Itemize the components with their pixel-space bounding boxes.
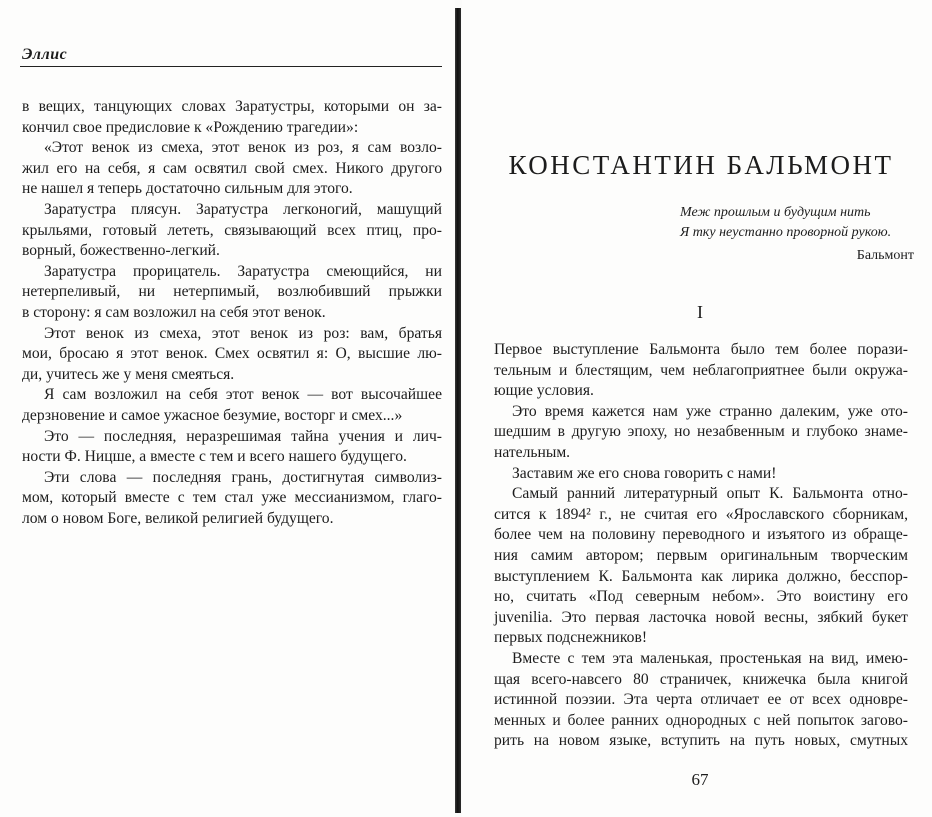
text-line: «Этот венок из смеха, этот венок из роз, я сам возло- bbox=[44, 139, 442, 157]
text-line: Я сам возложил на себя этот венок — вот высочайшее bbox=[44, 386, 442, 404]
text-line: juvenilia. Это первая ласточка новой весны, зябкий букет bbox=[494, 608, 908, 626]
text-line: Этот венок из смеха, этот венок из роз: вам, братья bbox=[44, 324, 442, 342]
text-line: Первое выступление Бальмонта было тем более порази- bbox=[494, 341, 908, 358]
text-line: ющие условия. bbox=[494, 382, 594, 400]
text-line: Это — последняя, неразрешимая тайна учения и лич- bbox=[44, 427, 442, 445]
epigraph-line-2: Я тку неустанно проворной рукою. bbox=[680, 225, 892, 240]
epigraph-author: Бальмонт bbox=[856, 248, 914, 263]
section-number: I bbox=[697, 302, 703, 322]
text-line: Заратустра прорицатель. Заратустра смеющийся, ни bbox=[44, 262, 442, 280]
text-line: жил его на себя, я сам освятил свой смех. Никого другого bbox=[22, 159, 442, 177]
text-line: ворный, божественно-легкий. bbox=[22, 242, 220, 260]
text-line: Заставим же его снова говорить с нами! bbox=[512, 464, 777, 482]
text-line: Эти слова — последняя грань, достигнутая символиз- bbox=[44, 468, 442, 486]
text-line: сится к 1894² г., не считая его «Ярославского сборникам, bbox=[494, 505, 908, 523]
text-line: менных и более ранних однородных с ней попыток загово- bbox=[494, 711, 908, 729]
text-line: мои, бросаю я этот венок. Смех освятил я: О, высшие лю- bbox=[22, 345, 442, 363]
running-head: Эллис bbox=[22, 46, 68, 63]
running-head-rule bbox=[20, 66, 442, 67]
text-line: выступлением К. Бальмонта как лирика должно, бесспор- bbox=[494, 567, 908, 585]
text-line: нательным. bbox=[494, 444, 571, 461]
text-line: нетерпеливый, ни нетерпимый, возлюбивший прыжки bbox=[22, 283, 442, 301]
text-line: более чем на половину переводного и изъятого из обраще- bbox=[494, 526, 908, 544]
text-line: рить на новом языке, вступить на путь новых, смутных bbox=[494, 732, 908, 750]
text-line: кончил свое предисловие к «Рождению трагедии»: bbox=[22, 118, 359, 136]
text-line: Это время кажется нам уже странно далеким, уже ото- bbox=[512, 402, 908, 420]
text-line: истинной поэзии. Эта черта отличает ее от всех одновре- bbox=[494, 691, 908, 709]
text-line: но, считать «Под северным небом». Это воистину его bbox=[494, 588, 908, 606]
text-line: шедшим в другую эпоху, но незабвенным и глубоко знаме- bbox=[494, 423, 908, 441]
text-line: Вместе с тем эта маленькая, простенькая на вид, имею- bbox=[512, 650, 908, 667]
text-line: Самый ранний литературный опыт К. Бальмонта отно- bbox=[512, 485, 908, 503]
text-line: Заратустра плясун. Заратустра легконогий, машущий bbox=[44, 201, 442, 218]
text-line: первых подснежников! bbox=[494, 629, 648, 647]
text-line: крыльями, готовый лететь, связывающий всех птиц, про- bbox=[22, 221, 442, 239]
chapter-title: КОНСТАНТИН БАЛЬМОНТ bbox=[508, 150, 894, 180]
text-line: ния самим автором; первым оригинальным творческим bbox=[494, 547, 908, 564]
text-line: в сторону: я сам возложил на себя этот венок. bbox=[22, 304, 326, 321]
text-line: ди, учитесь же у меня смеяться. bbox=[22, 365, 235, 383]
page-number: 67 bbox=[691, 770, 709, 789]
text-line: лом о новом Боге, великой религией будущего. bbox=[22, 510, 334, 527]
text-line: не нашел я теперь достаточно сильным для этого. bbox=[22, 180, 353, 198]
book-spine bbox=[455, 8, 461, 813]
text-line: мом, который вместе с тем стал уже мессианизмом, глаго- bbox=[22, 489, 442, 507]
epigraph-line-1: Меж прошлым и будущим нить bbox=[680, 205, 871, 220]
text-line: ности Ф. Ницше, а вместе с тем и всего нашего будущего. bbox=[22, 448, 407, 466]
text-line: тельным и блестящим, чем неблагоприятнее были окружа- bbox=[494, 361, 908, 379]
text-line: щая всего-навсего 80 страничек, книжечка была книгой bbox=[494, 670, 908, 688]
text-line: в вещих, танцующих словах Заратустры, которыми он за- bbox=[22, 98, 442, 115]
text-line: дерзновение и самое ужасное безумие, восторг и смех...» bbox=[22, 407, 403, 424]
